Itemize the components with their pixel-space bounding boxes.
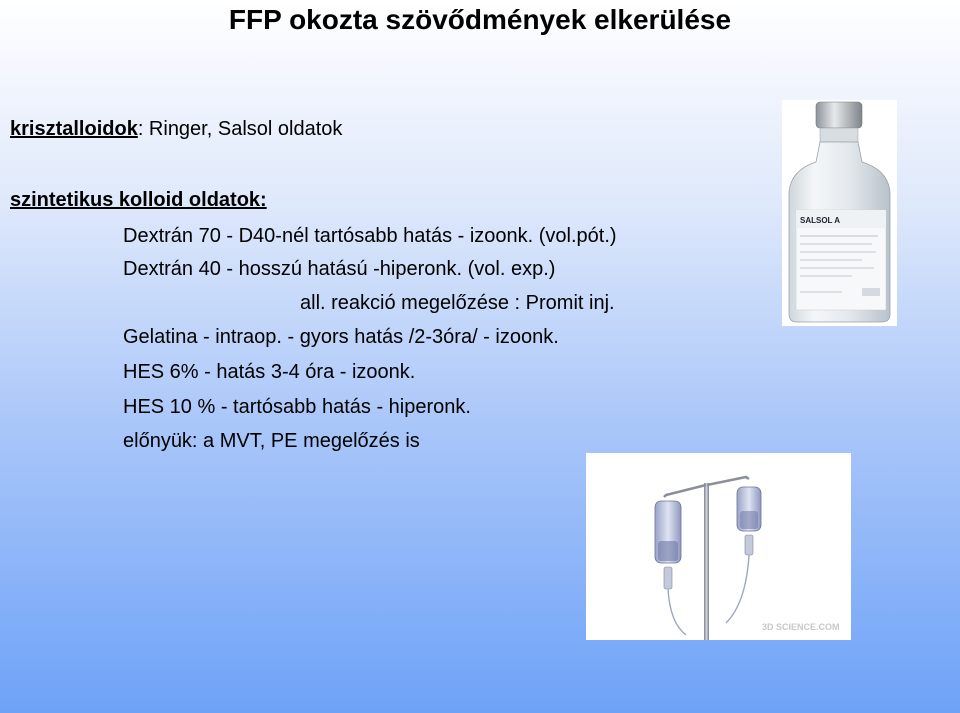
dextran-70-line: Dextrán 70 - D40-nél tartósabb hatás - izoonk. (vol.pót.) <box>123 225 617 247</box>
iv-watermark: 3D SCIENCE.COM <box>762 622 840 632</box>
krisztalloidok-text: : Ringer, Salsol oldatok <box>137 118 343 140</box>
infusion-bottle-image <box>782 100 897 326</box>
bottle-label-text: SALSOL A <box>800 216 841 225</box>
allergy-line: all. reakció megelőzése : Promit inj. <box>300 292 615 314</box>
iv-stand-image <box>586 453 851 640</box>
kolloid-heading: szintetikus kolloid oldatok: <box>10 189 267 211</box>
hes10-line: HES 10 % - tartósabb hatás - hiperonk. <box>123 396 471 418</box>
slide-title: FFP okozta szövődmények elkerülése <box>228 4 732 35</box>
krisztalloidok-label: krisztalloidok <box>10 118 138 140</box>
hes6-line: HES 6% - hatás 3-4 óra - izoonk. <box>123 361 416 383</box>
gelatina-line: Gelatina - intraop. - gyors hatás /2-3óra/ - izoonk. <box>123 326 559 348</box>
krisztalloidok-line <box>10 118 342 141</box>
elonyuk-line: előnyük: a MVT, PE megelőzés is <box>123 430 420 452</box>
dextran-40-line: Dextrán 40 - hosszú hatású -hiperonk. (vol. exp.) <box>123 258 556 280</box>
